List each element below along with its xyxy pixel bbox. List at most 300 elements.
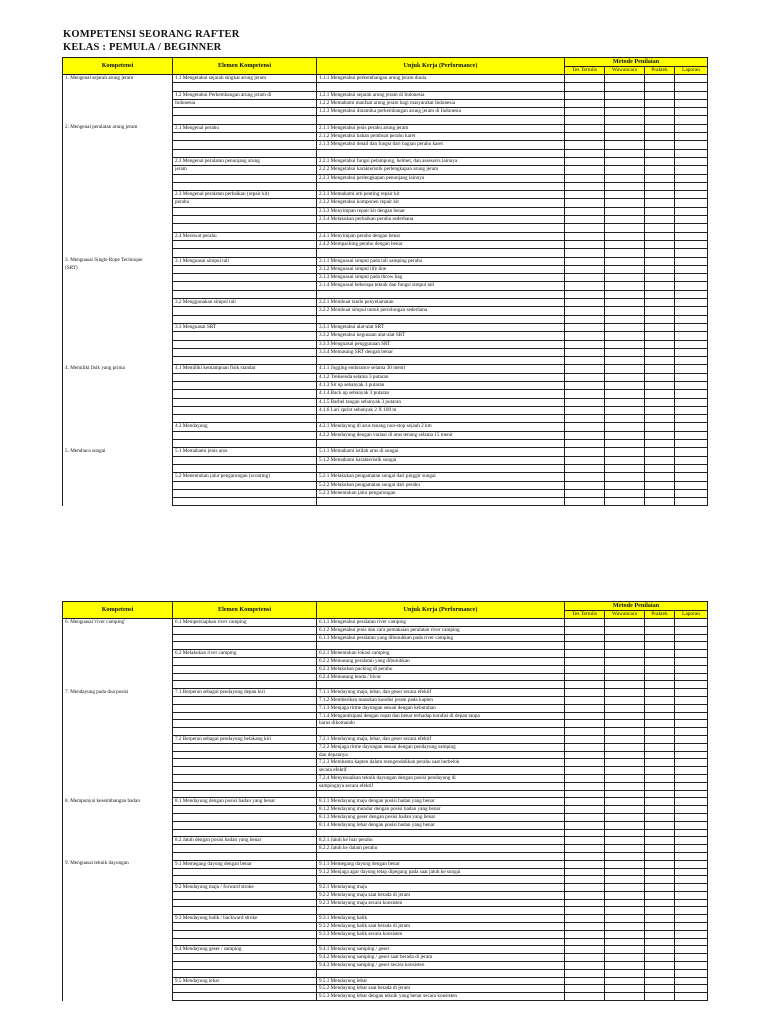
wawancara-cell (605, 456, 645, 464)
wawancara-cell (605, 735, 645, 743)
competency-table-2 (62, 601, 708, 1001)
praktek-cell (645, 199, 675, 207)
unjuk-kerja-cell: 1.1.1 Mengetahui perkembangan arung jeram dunia (317, 75, 565, 83)
praktek-cell (645, 985, 675, 993)
unjuk-kerja-cell: 2.3.1 Memahami arti penting repair kit (317, 191, 565, 199)
laporan-cell (675, 845, 708, 853)
kompetensi-cell (63, 845, 173, 853)
wawancara-cell (605, 315, 645, 323)
unjuk-kerja-cell (317, 224, 565, 232)
laporan-cell (675, 406, 708, 414)
praktek-cell (645, 373, 675, 381)
kompetensi-cell (63, 806, 173, 814)
table-row (63, 993, 708, 1001)
praktek-cell (645, 75, 675, 83)
laporan-cell (675, 907, 708, 915)
tes-tertulis-cell (565, 720, 605, 728)
unjuk-kerja-cell: 3.3.2 Mengetahui kegunaan alat-alat SRT (317, 332, 565, 340)
elemen-cell (173, 767, 317, 775)
unjuk-kerja-cell: 7.2.2 Menjaga ritme dayungan sesuai dengan pendayung samping (317, 743, 565, 751)
kompetensi-cell (63, 876, 173, 884)
wawancara-cell (605, 373, 645, 381)
wawancara-cell (605, 423, 645, 431)
praktek-cell (645, 954, 675, 962)
praktek-cell (645, 390, 675, 398)
unjuk-kerja-cell: 6.2.3 Melakukan packing di perahu (317, 665, 565, 673)
praktek-cell (645, 946, 675, 954)
tes-tertulis-cell (565, 696, 605, 704)
elemen-cell (173, 751, 317, 759)
laporan-cell (675, 899, 708, 907)
laporan-cell (675, 307, 708, 315)
unjuk-kerja-cell: 9.5.1 Mendayung lebar (317, 977, 565, 985)
praktek-cell (645, 813, 675, 821)
elemen-cell: 8.1 Mendayung dengan posisi badan yang benar (173, 798, 317, 806)
table-row (63, 876, 708, 884)
kompetensi-cell (63, 340, 173, 348)
unjuk-kerja-cell: 6.2.4 Memasang tenda / bivac (317, 673, 565, 681)
elemen-cell (173, 108, 317, 116)
kompetensi-cell (63, 240, 173, 248)
laporan-cell (675, 133, 708, 141)
praktek-cell (645, 689, 675, 697)
tes-tertulis-cell (565, 868, 605, 876)
table-row (63, 489, 708, 497)
elemen-cell (173, 774, 317, 782)
wawancara-cell (605, 116, 645, 124)
wawancara-cell (605, 332, 645, 340)
tes-tertulis-cell (565, 232, 605, 240)
laporan-cell (675, 174, 708, 182)
unjuk-kerja-cell (317, 907, 565, 915)
title-line-1: KOMPETENSI SEORANG RAFTER (63, 29, 240, 40)
tes-tertulis-cell (565, 365, 605, 373)
kompetensi-cell (63, 673, 173, 681)
praktek-cell (645, 423, 675, 431)
laporan-cell (675, 798, 708, 806)
table-row (63, 398, 708, 406)
table-row (63, 406, 708, 414)
unjuk-kerja-cell (317, 829, 565, 837)
table-row (63, 954, 708, 962)
laporan-cell (675, 689, 708, 697)
elemen-cell (173, 657, 317, 665)
kompetensi-cell (63, 274, 173, 282)
wawancara-cell (605, 993, 645, 1001)
table-row (63, 157, 708, 165)
header-metode-penilaian: Metode Penilaian (565, 58, 708, 67)
table-row (63, 481, 708, 489)
unjuk-kerja-cell: 9.3.2 Mendayung balik saat berada di jeram (317, 923, 565, 931)
tes-tertulis-cell (565, 821, 605, 829)
tes-tertulis-cell (565, 876, 605, 884)
laporan-cell (675, 876, 708, 884)
header-praktek: Praktek (645, 66, 675, 75)
laporan-cell (675, 813, 708, 821)
laporan-cell (675, 315, 708, 323)
table-row (63, 166, 708, 174)
table-row (63, 108, 708, 116)
kompetensi-cell (63, 930, 173, 938)
tes-tertulis-cell (565, 415, 605, 423)
laporan-cell (675, 821, 708, 829)
praktek-cell (645, 899, 675, 907)
table-row (63, 860, 708, 868)
wawancara-cell (605, 954, 645, 962)
wawancara-cell (605, 985, 645, 993)
unjuk-kerja-cell: 8.1.1 Mendayung maju dengan posisi badan yang benar (317, 798, 565, 806)
elemen-cell (173, 274, 317, 282)
laporan-cell (675, 915, 708, 923)
elemen-cell (173, 481, 317, 489)
kompetensi-cell (63, 249, 173, 257)
tes-tertulis-cell (565, 899, 605, 907)
tes-tertulis-cell (565, 83, 605, 91)
tes-tertulis-cell (565, 626, 605, 634)
kompetensi-cell (63, 634, 173, 642)
elemen-cell (173, 954, 317, 962)
header-kompetensi: Kompetensi (63, 58, 173, 75)
tes-tertulis-cell (565, 650, 605, 658)
wawancara-cell (605, 728, 645, 736)
laporan-cell (675, 728, 708, 736)
laporan-cell (675, 930, 708, 938)
tes-tertulis-cell (565, 431, 605, 439)
table-row (63, 759, 708, 767)
tes-tertulis-cell (565, 915, 605, 923)
wawancara-cell (605, 133, 645, 141)
praktek-cell (645, 464, 675, 472)
elemen-cell: 2.3 Mengenal peralatan perbaikan (repair kit) (173, 191, 317, 199)
elemen-cell (173, 907, 317, 915)
wawancara-cell (605, 813, 645, 821)
praktek-cell (645, 398, 675, 406)
kompetensi-cell (63, 899, 173, 907)
kompetensi-cell: 3. Menguasai Single Rope Technique (63, 257, 173, 265)
header-praktek: Praktek (645, 610, 675, 619)
wawancara-cell (605, 977, 645, 985)
elemen-cell: 3.1 Menguasai simpul tali (173, 257, 317, 265)
praktek-cell (645, 365, 675, 373)
table-row (63, 440, 708, 448)
wawancara-cell (605, 868, 645, 876)
table-row (63, 207, 708, 215)
elemen-cell (173, 813, 317, 821)
laporan-cell (675, 141, 708, 149)
unjuk-kerja-cell: 9.5.2 Mendayung lebar saat berada di jeram (317, 985, 565, 993)
laporan-cell (675, 265, 708, 273)
unjuk-kerja-cell: 3.1.2 Menguasai simpul life line (317, 265, 565, 273)
unjuk-kerja-cell (317, 728, 565, 736)
praktek-cell (645, 348, 675, 356)
kompetensi-cell: 1. Mengenal sejarah arung jeram (63, 75, 173, 83)
tes-tertulis-cell (565, 207, 605, 215)
kompetensi-cell (63, 415, 173, 423)
kompetensi-cell (63, 373, 173, 381)
tes-tertulis-cell (565, 977, 605, 985)
unjuk-kerja-cell: 3.3.1 Mengetahui alat-alat SRT (317, 323, 565, 331)
praktek-cell (645, 876, 675, 884)
wawancara-cell (605, 232, 645, 240)
kompetensi-cell: 8. Mempunyai keseimbangan badan (63, 798, 173, 806)
laporan-cell (675, 985, 708, 993)
unjuk-kerja-cell: 2.3.4 Melakukan perbaikan perahu sederhana (317, 216, 565, 224)
wawancara-cell (605, 712, 645, 720)
kompetensi-cell (63, 473, 173, 481)
kompetensi-cell (63, 665, 173, 673)
table-row (63, 307, 708, 315)
elemen-cell (173, 332, 317, 340)
table-row (63, 323, 708, 331)
table-row (63, 907, 708, 915)
elemen-cell (173, 696, 317, 704)
praktek-cell (645, 290, 675, 298)
kompetensi-cell (63, 720, 173, 728)
wawancara-cell (605, 398, 645, 406)
laporan-cell (675, 891, 708, 899)
praktek-cell (645, 891, 675, 899)
laporan-cell (675, 712, 708, 720)
unjuk-kerja-cell: dan depannya (317, 751, 565, 759)
laporan-cell (675, 977, 708, 985)
competency-table-1 (62, 57, 708, 506)
kompetensi-cell (63, 406, 173, 414)
laporan-cell (675, 774, 708, 782)
praktek-cell (645, 332, 675, 340)
kompetensi-cell (63, 985, 173, 993)
elemen-cell (173, 307, 317, 315)
unjuk-kerja-cell (317, 83, 565, 91)
unjuk-kerja-cell: 2.4.1 Menyimpan perahu dengan benar (317, 232, 565, 240)
kompetensi-cell (63, 712, 173, 720)
unjuk-kerja-cell: 9.4.2 Mendayung samping / geser saat berada di jeram (317, 954, 565, 962)
laporan-cell (675, 448, 708, 456)
elemen-cell (173, 348, 317, 356)
praktek-cell (645, 907, 675, 915)
wawancara-cell (605, 938, 645, 946)
kompetensi-cell (63, 481, 173, 489)
laporan-cell (675, 224, 708, 232)
wawancara-cell (605, 798, 645, 806)
tes-tertulis-cell (565, 257, 605, 265)
tes-tertulis-cell (565, 619, 605, 627)
elemen-cell (173, 340, 317, 348)
tes-tertulis-cell (565, 993, 605, 1001)
elemen-cell: 7.1 Berperan sebagai pendayung depan kiri (173, 689, 317, 697)
elemen-cell (173, 634, 317, 642)
wawancara-cell (605, 626, 645, 634)
header-tes-tertulis: Tes Tertulis (565, 610, 605, 619)
unjuk-kerja-cell: 2.1.3 Mengetahui detail dan fungsi dari bagian perahu karet (317, 141, 565, 149)
kompetensi-cell (63, 969, 173, 977)
table-row (63, 712, 708, 720)
table-row (63, 332, 708, 340)
elemen-cell (173, 290, 317, 298)
table-row (63, 665, 708, 673)
kompetensi-cell (63, 790, 173, 798)
tes-tertulis-cell (565, 852, 605, 860)
praktek-cell (645, 133, 675, 141)
unjuk-kerja-cell: 7.1.3 Menjaga ritme dayungan sesuai dengan kebutuhan (317, 704, 565, 712)
elemen-cell: 9.5 Mendayung lebar (173, 977, 317, 985)
tes-tertulis-cell (565, 790, 605, 798)
kompetensi-cell (63, 946, 173, 954)
elemen-cell: 1.2 Mengetahui Perkembangan arung jeram di (173, 91, 317, 99)
kompetensi-cell (63, 191, 173, 199)
praktek-cell (645, 224, 675, 232)
elemen-cell: 4.1 Memiliki kemampuan fisik standar (173, 365, 317, 373)
wawancara-cell (605, 240, 645, 248)
kompetensi-cell (63, 642, 173, 650)
header-laporan: Laporan (675, 610, 708, 619)
elemen-cell: perahu (173, 199, 317, 207)
elemen-cell (173, 938, 317, 946)
kompetensi-cell (63, 423, 173, 431)
table-row (63, 806, 708, 814)
kompetensi-cell (63, 116, 173, 124)
tes-tertulis-cell (565, 381, 605, 389)
elemen-cell (173, 224, 317, 232)
wawancara-cell (605, 141, 645, 149)
elemen-cell (173, 673, 317, 681)
wawancara-cell (605, 489, 645, 497)
table-row (63, 199, 708, 207)
praktek-cell (645, 657, 675, 665)
tes-tertulis-cell (565, 224, 605, 232)
unjuk-kerja-cell (317, 182, 565, 190)
praktek-cell (645, 845, 675, 853)
laporan-cell (675, 650, 708, 658)
table-row (63, 274, 708, 282)
tes-tertulis-cell (565, 141, 605, 149)
laporan-cell (675, 166, 708, 174)
laporan-cell (675, 182, 708, 190)
laporan-cell (675, 240, 708, 248)
kompetensi-cell (63, 390, 173, 398)
kompetensi-cell (63, 728, 173, 736)
tes-tertulis-cell (565, 962, 605, 970)
table-row (63, 365, 708, 373)
laporan-cell (675, 431, 708, 439)
unjuk-kerja-cell: 7.2.4 Menyesuaikan teknik dayungan dengan posisi pendayung di (317, 774, 565, 782)
laporan-cell (675, 829, 708, 837)
kompetensi-cell (63, 829, 173, 837)
unjuk-kerja-cell: 2.2.1 Mengetahui fungsi pelampung, helmet, dan assesoris lainnya (317, 157, 565, 165)
kompetensi-cell (63, 456, 173, 464)
praktek-cell (645, 962, 675, 970)
elemen-cell (173, 83, 317, 91)
wawancara-cell (605, 915, 645, 923)
wawancara-cell (605, 216, 645, 224)
kompetensi-cell (63, 182, 173, 190)
wawancara-cell (605, 696, 645, 704)
kompetensi-cell (63, 782, 173, 790)
elemen-cell (173, 626, 317, 634)
laporan-cell (675, 720, 708, 728)
laporan-cell (675, 954, 708, 962)
tes-tertulis-cell (565, 728, 605, 736)
header-tes-tertulis: Tes Tertulis (565, 66, 605, 75)
unjuk-kerja-cell (317, 790, 565, 798)
praktek-cell (645, 650, 675, 658)
table-row (63, 116, 708, 124)
praktek-cell (645, 157, 675, 165)
unjuk-kerja-cell: 3.2.1 Membuat tandu penyelamatan (317, 299, 565, 307)
tes-tertulis-cell (565, 884, 605, 892)
laporan-cell (675, 759, 708, 767)
tes-tertulis-cell (565, 923, 605, 931)
table-row (63, 257, 708, 265)
table-row (63, 340, 708, 348)
tes-tertulis-cell (565, 91, 605, 99)
elemen-cell (173, 790, 317, 798)
praktek-cell (645, 977, 675, 985)
table-row (63, 182, 708, 190)
wawancara-cell (605, 689, 645, 697)
wawancara-cell (605, 720, 645, 728)
table-row (63, 681, 708, 689)
elemen-cell: 8.2 Jatuh dengan posisi badan yang benar (173, 837, 317, 845)
elemen-cell (173, 133, 317, 141)
wawancara-cell (605, 681, 645, 689)
header-kompetensi: Kompetensi (63, 602, 173, 619)
unjuk-kerja-cell: 1.2.3 Mengetahui dinamika perkembangan arung jeram di Indonesia (317, 108, 565, 116)
elemen-cell (173, 868, 317, 876)
laporan-cell (675, 962, 708, 970)
kompetensi-cell (63, 868, 173, 876)
praktek-cell (645, 969, 675, 977)
table-row (63, 915, 708, 923)
kompetensi-cell (63, 852, 173, 860)
table-row (63, 696, 708, 704)
kompetensi-cell (63, 315, 173, 323)
kompetensi-cell (63, 398, 173, 406)
wawancara-cell (605, 182, 645, 190)
laporan-cell (675, 157, 708, 165)
table-row (63, 837, 708, 845)
wawancara-cell (605, 99, 645, 107)
elemen-cell (173, 642, 317, 650)
laporan-cell (675, 323, 708, 331)
elemen-cell (173, 265, 317, 273)
unjuk-kerja-cell: 8.2.1 Jatuh ke luar perahu (317, 837, 565, 845)
elemen-cell (173, 456, 317, 464)
praktek-cell (645, 774, 675, 782)
laporan-cell (675, 381, 708, 389)
praktek-cell (645, 448, 675, 456)
wawancara-cell (605, 157, 645, 165)
elemen-cell (173, 373, 317, 381)
elemen-cell (173, 464, 317, 472)
header-elemen: Elemen Kompetensi (173, 602, 317, 619)
tes-tertulis-cell (565, 240, 605, 248)
unjuk-kerja-cell (317, 642, 565, 650)
praktek-cell (645, 149, 675, 157)
kompetensi-cell (63, 431, 173, 439)
kompetensi-cell (63, 735, 173, 743)
unjuk-kerja-cell: 6.1.1 Mengetahui peralatan river camping (317, 619, 565, 627)
kompetensi-cell (63, 498, 173, 506)
table-row (63, 891, 708, 899)
tes-tertulis-cell (565, 274, 605, 282)
wawancara-cell (605, 642, 645, 650)
kompetensi-cell (63, 216, 173, 224)
tes-tertulis-cell (565, 774, 605, 782)
unjuk-kerja-cell: 4.1.5 Barbel tangan sebanyak 3 putaran (317, 398, 565, 406)
table-row (63, 977, 708, 985)
praktek-cell (645, 704, 675, 712)
laporan-cell (675, 216, 708, 224)
